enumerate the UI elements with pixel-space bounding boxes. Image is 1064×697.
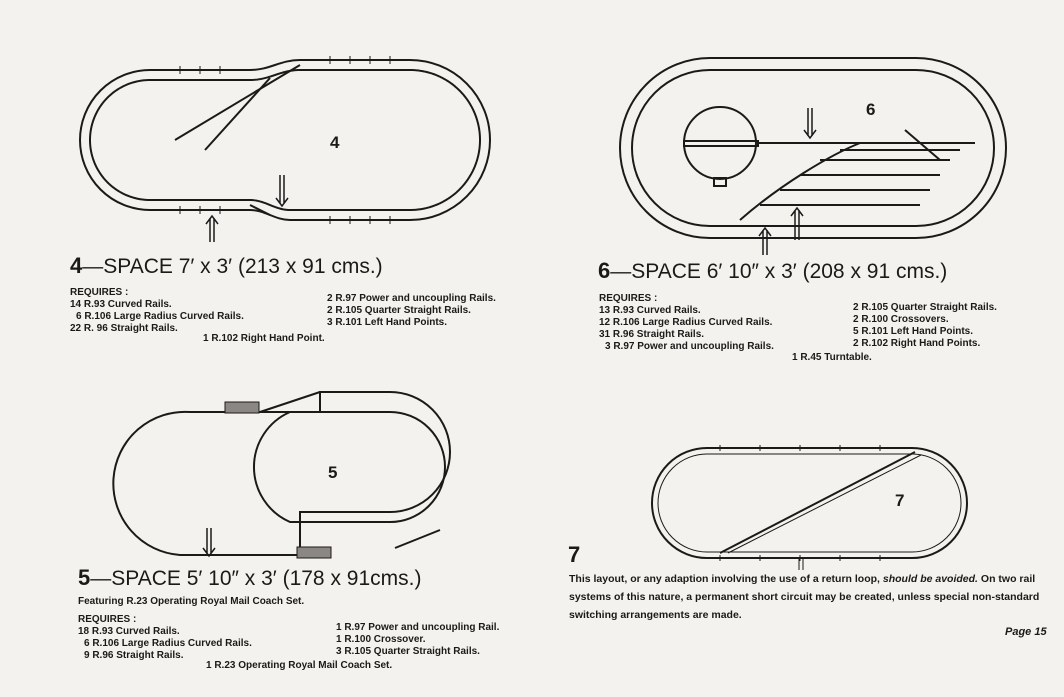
layout-4-item: 1 R.102 Right Hand Point. <box>203 333 325 344</box>
layout-7-title-number: 7 <box>568 542 581 567</box>
layout-4-item: 14 R.93 Curved Rails. <box>70 299 172 310</box>
layout-6-item: 1 R.45 Turntable. <box>792 352 872 363</box>
layout-6-item: 12 R.106 Large Radius Curved Rails. <box>599 317 773 328</box>
layout-4-item: 6 R.106 Large Radius Curved Rails. <box>76 311 244 322</box>
layout-6-title-number: 6 <box>598 258 611 283</box>
layout-4-title-text: —SPACE 7′ x 3′ (213 x 91 cms.) <box>82 255 383 278</box>
layout-6-item: 31 R.96 Straight Rails. <box>599 329 705 340</box>
layout-5-item: 18 R.93 Curved Rails. <box>78 626 180 637</box>
layout-5-item: 1 R.97 Power and uncoupling Rail. <box>336 622 500 633</box>
layout-4-item: 22 R. 96 Straight Rails. <box>70 323 178 334</box>
layout-6-item: 2 R.100 Crossovers. <box>853 314 949 325</box>
page-number: Page 15 <box>1005 626 1047 638</box>
layout-5-requires-right <box>336 622 499 658</box>
layout-5-item: 6 R.106 Large Radius Curved Rails. <box>84 638 252 649</box>
layout-4-item: 2 R.97 Power and uncoupling Rails. <box>327 293 496 304</box>
layout-5-item: 1 R.100 Crossover. <box>336 634 426 645</box>
layout-5-subtitle: Featuring R.23 Operating Royal Mail Coach Set. <box>78 596 305 607</box>
layout-5-item: 3 R.105 Quarter Straight Rails. <box>336 646 480 657</box>
layout-7-note-text-2: On two rail systems of this nature, a permanent short circuit may be created, unless special non-standard switching arrangements are made. <box>569 573 1040 621</box>
layout-6-item: 2 R.102 Right Hand Points. <box>853 338 981 349</box>
layout-5-diagram-label: 5 <box>328 463 338 482</box>
layout-4-diagram-label: 4 <box>330 133 340 152</box>
layout-5-item: 9 R.96 Straight Rails. <box>84 650 184 661</box>
layout-4-item: 3 R.101 Left Hand Points. <box>327 317 448 328</box>
layout-6-requires-heading: REQUIRES : <box>599 293 658 304</box>
layout-6-item: 3 R.97 Power and uncoupling Rails. <box>605 341 774 352</box>
layout-7-diagram-label: 7 <box>895 491 905 510</box>
layout-6-item: 13 R.93 Curved Rails. <box>599 305 701 316</box>
layout-5-title-text: —SPACE 5′ 10″ x 3′ (178 x 91cms.) <box>90 567 422 590</box>
layout-4-title-number: 4 <box>70 253 83 278</box>
layout-7-title <box>568 542 580 568</box>
layout-4-item: 2 R.105 Quarter Straight Rails. <box>327 305 471 316</box>
layout-7-note-emphasis: should be avoided. <box>882 573 978 585</box>
layout-5-item: 1 R.23 Operating Royal Mail Coach Set. <box>206 660 393 671</box>
layout-6-item: 5 R.101 Left Hand Points. <box>853 326 974 337</box>
layout-7-note-text: This layout, or any adaption involving the use of a return loop, <box>569 573 880 585</box>
layout-5-title-number: 5 <box>78 565 91 590</box>
layout-4-requires-heading: REQUIRES : <box>70 287 129 298</box>
layout-7-warning-note <box>569 570 1064 624</box>
layout-6-item: 2 R.105 Quarter Straight Rails. <box>853 302 997 313</box>
layout-6-diagram-label: 6 <box>866 100 876 119</box>
layout-5-requires-left <box>78 614 252 662</box>
layout-6-title-text: —SPACE 6′ 10″ x 3′ (208 x 91 cms.) <box>610 260 948 283</box>
layout-5-requires-heading: REQUIRES : <box>78 614 137 625</box>
